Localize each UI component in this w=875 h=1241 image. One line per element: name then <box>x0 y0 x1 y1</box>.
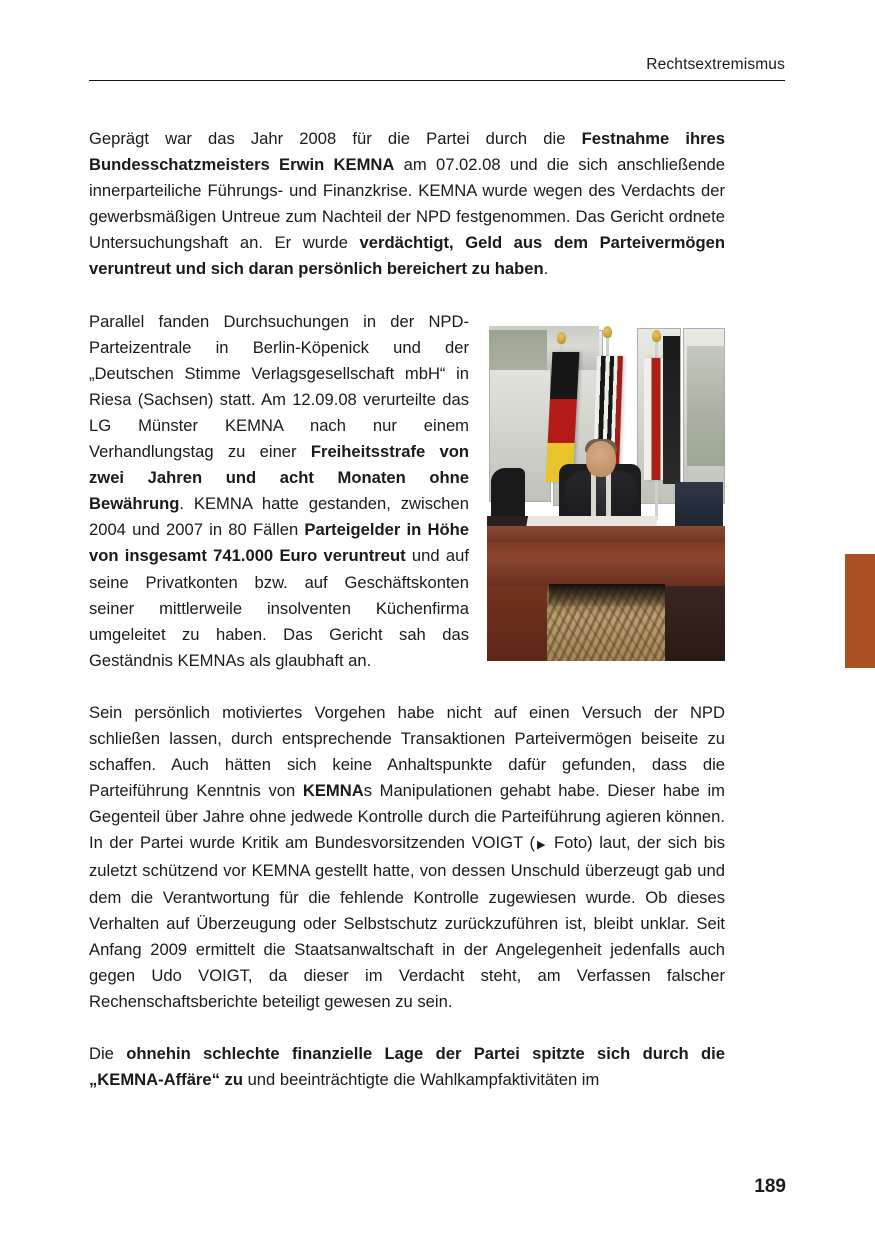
paragraph-1-run-3: am 07.02.08 und die sich anschließende innerparteiliche Führungs- und Finanzkrise. KEMNA wurde wegen des Verdachts der gewerbsmäßigen Untreue zum Nachteil der NPD festgenommen. Das Gericht ordnete Untersuchungshaft an. Er wurde <box>89 155 726 253</box>
paragraph-2-run-4-bold: Parteigelder in Höhe von insgesamt 741.000 Euro veruntreut <box>89 520 469 566</box>
paragraph-3-run-2-bold: KEMNA <box>302 781 364 801</box>
paragraph-3 <box>89 700 725 1015</box>
paragraph-2-run-3: . KEMNA hatte gestanden, zwischen 2004 und 2007 in 80 Fällen <box>89 494 469 540</box>
paragraph-1-run-1: Geprägt war das Jahr 2008 für die Partei durch die <box>89 129 582 148</box>
paragraph-3-run-1: Sein persönlich motiviertes Vorgehen habe nicht auf einen Versuch der NPD schließen lassen, durch entsprechende Transaktionen Parteivermögen beiseite zu schaffen. Auch hätten sich keine Anhaltspunkte dafür gefunden, dass die Parteiführung Kenntnis von <box>89 702 725 801</box>
paragraph-1-run-4-bold: verdächtigt, Geld aus dem Parteivermögen veruntreut und sich daran persönlich bereichert zu haben <box>89 233 726 279</box>
photo-reference-arrow-icon: ▶ <box>535 839 548 852</box>
page-number: 189 <box>754 1176 786 1197</box>
paragraph-2-run-2-bold: Freiheitsstrafe von zwei Jahren und acht Monaten ohne Bewährung <box>89 442 469 514</box>
paragraph-3-run-3: s Manipulationen gehabt habe. Dieser habe im Gegenteil über Jahre ohne jedwede Kontrolle durch die Parteiführung agieren können. In der Partei wurde Kritik am Bundesvorsitzenden VOIGT ( <box>89 781 725 853</box>
paragraph-4-run-1: Die <box>89 1044 127 1063</box>
paragraph-2-run-5: und auf seine Privatkonten bzw. auf Geschäftskonten seiner mittlerweile insolventen Küchenfirma umgeleitet zu haben. Das Gericht sah das Geständnis KEMNAs als glaubhaft an. <box>89 546 469 670</box>
page-header <box>89 56 785 81</box>
page-body <box>89 126 725 1093</box>
paragraph-4 <box>89 1041 725 1093</box>
paragraph-2-run-1: Parallel fanden Durchsuchungen in der NPD-Parteizentrale in Berlin-Köpenick und der „Deutschen Stimme Verlagsgesellschaft mbH“ in Riesa (Sachsen) statt. Am 12.09.08 verurteilte das LG Münster KEMNA nach nur einem Verhandlungstag zu einer <box>89 311 469 462</box>
paragraph-3-run-5: Foto) laut, der sich bis zuletzt schützend vor KEMNA gestellt hatte, von dessen Unschuld überzeugt gab und dem die Verantwortung für die fehlende Kontrolle zugewiesen wurde. Ob dieses Verhalten auf Überzeugung oder Selbstschutz zurückzuführen ist, bleibt unklar. Seit Anfang 2009 ermittelt die Staatsanwaltschaft in der Angelegenheit jedenfalls auch gegen Udo VOIGT, da dieser im Verdacht steht, am Verfassen falscher Rechenschaftsberichte beteiligt gewesen zu sein. <box>89 833 725 1011</box>
section-thumb-tab <box>845 554 875 668</box>
header-divider <box>89 80 785 81</box>
paragraph-1-run-5: . <box>543 259 549 279</box>
header-section-title: Rechtsextremismus <box>646 56 785 73</box>
paragraph-1-run-2-bold: Festnahme ihres Bundesschatzmeisters Erwin KEMNA <box>89 129 726 175</box>
paragraph-4-run-2-bold: ohnehin schlechte finanzielle Lage der Partei spitzte sich durch die „KEMNA-Affäre“ zu <box>89 1044 725 1090</box>
paragraph-4-run-3: und beeinträchtigte die Wahlkampfaktivitäten im <box>242 1070 600 1090</box>
paragraph-1 <box>89 126 725 283</box>
photo-float-wrapper <box>487 316 725 661</box>
paragraph-2 <box>89 309 725 674</box>
